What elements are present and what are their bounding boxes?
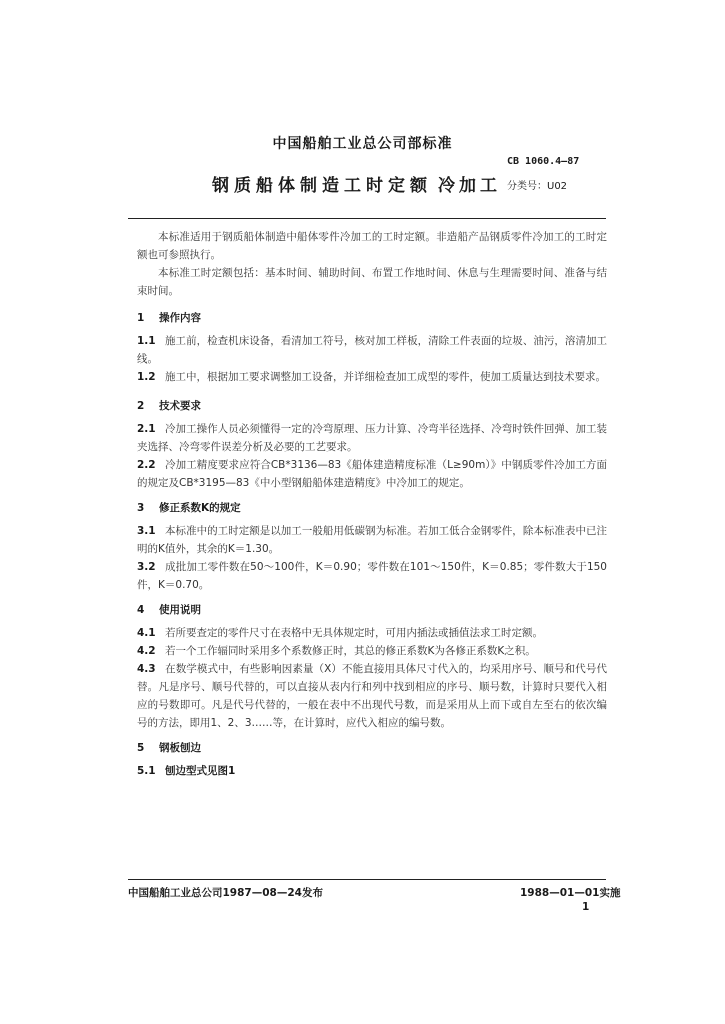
section-title: 钢板刨边	[159, 742, 201, 754]
section-number: 5	[137, 742, 145, 754]
clause	[137, 558, 607, 594]
clause-number: 4.3	[137, 663, 156, 675]
section-heading	[137, 500, 241, 515]
section-title: 修正系数K的规定	[159, 502, 241, 514]
clause-text: 成批加工零件数在50～100件，K＝0.90；零件数在101～150件，K＝0.85；零件数大于150件，K＝0.70。	[137, 561, 607, 591]
clause-text: 冷加工操作人员必须懂得一定的冷弯原理、压力计算、冷弯半径选择、冷弯时铁件回弹、加工装夹选择、冷弯零件误差分析及必要的工艺要求。	[137, 423, 607, 453]
section-number: 1	[137, 312, 145, 324]
header-divider	[128, 218, 606, 219]
clause-text: 本标准中的工时定额是以加工一般船用低碳钢为标准。若加工低合金钢零件，除本标准表中已注明的K值外，其余的K＝1.30。	[137, 525, 607, 555]
clause	[137, 332, 607, 368]
clause-number: 1.1	[137, 335, 156, 347]
organization-header: 中国船舶工业总公司部标准	[272, 136, 453, 152]
clause-text: 若一个工作辐同时采用多个系数修正时，其总的修正系数K为各修正系数K之积。	[165, 645, 536, 657]
document-title: 钢质船体制造工时定额	[212, 176, 432, 196]
clause-text: 冷加工精度要求应符合CB*3136—83《船体建造精度标准（L≥90m）》中钢质零件冷加工方面的规定及CB*3195—83《中小型钢船船体建造精度》中冷加工的规定。	[137, 459, 607, 489]
section-number: 3	[137, 502, 145, 514]
clause	[137, 522, 607, 558]
clause-text: 施工前，检查机床设备，看清加工符号，核对加工样板，清除工件表面的垃圾、油污，溶清加工线。	[137, 335, 607, 365]
clause-number: 4.2	[137, 645, 156, 657]
section-title: 使用说明	[159, 604, 201, 616]
clause-number: 3.1	[137, 525, 156, 537]
standard-code: CB 1060.4—87	[507, 156, 580, 167]
clause-number: 1.2	[137, 371, 156, 383]
intro-paragraph: 本标准工时定额包括：基本时间、辅助时间、布置工作地时间、休息与生理需要时间、准备与结束时间。	[137, 267, 607, 297]
clause	[137, 368, 607, 386]
page-number: 1	[582, 901, 590, 913]
clause	[137, 660, 607, 732]
section-number: 4	[137, 604, 145, 616]
clause-text: 施工中，根据加工要求调整加工设备，并详细检查加工成型的零件，使加工质量达到技术要求。	[165, 371, 606, 383]
clause-text: 刨边型式见图1	[165, 765, 236, 777]
footer-divider	[128, 879, 606, 880]
clause-text: 在数学模式中，有些影响因素量（X）不能直接用具体尺寸代入的，均采用序号、顺号和代号代替。凡是序号、顺号代替的，可以直接从表内行和列中找到相应的序号、顺号数，计算时只要代入相应的号数即可。凡是代号代替的，一般在表中不出现代号数，而是采用从上而下或自左至右的依次编号的方法，即用1、2、3……等，在计算时，应代入相应的编号数。	[137, 663, 607, 729]
section-heading	[137, 602, 201, 617]
section-title: 技术要求	[159, 400, 201, 412]
intro-paragraph: 本标准适用于钢质船体制造中船体零件冷加工的工时定额。非造船产品钢质零件冷加工的工时定额也可参照执行。	[137, 231, 607, 261]
clause-number: 2.1	[137, 423, 156, 435]
clause	[137, 456, 607, 492]
publish-date: 中国船舶工业总公司1987—08—24发布	[128, 887, 323, 899]
effective-date: 1988—01—01实施	[520, 887, 621, 899]
clause	[137, 642, 607, 660]
document-subtitle: 冷加工	[438, 176, 501, 196]
clause-number: 5.1	[137, 765, 156, 777]
section-heading	[137, 740, 201, 755]
section-number: 2	[137, 400, 145, 412]
section-title: 操作内容	[159, 312, 201, 324]
clause	[137, 420, 607, 456]
section-heading	[137, 398, 201, 413]
clause	[137, 762, 607, 780]
clause-text: 若所要查定的零件尺寸在表格中无具体规定时，可用内插法或插值法求工时定额。	[165, 627, 543, 639]
clause-number: 3.2	[137, 561, 156, 573]
classification-number: 分类号：U02	[507, 181, 568, 192]
clause	[137, 624, 607, 642]
clause-number: 2.2	[137, 459, 156, 471]
clause-number: 4.1	[137, 627, 156, 639]
section-heading	[137, 310, 201, 325]
